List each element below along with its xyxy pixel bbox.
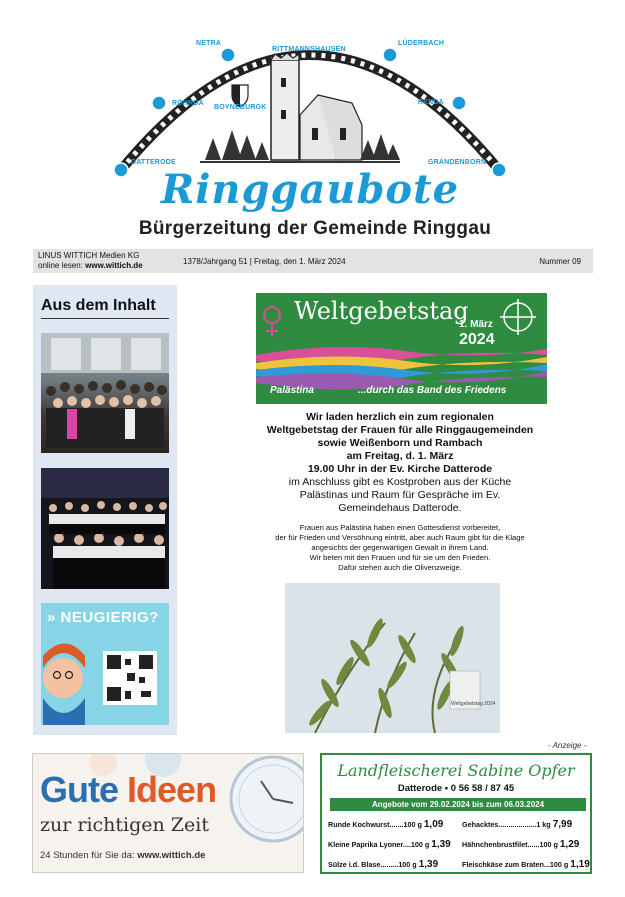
price-item: Runde Kochwurst.......100 g 1,09 — [328, 819, 444, 830]
item-name: Hähnchenbrustfilet — [462, 840, 528, 849]
advertisement-label: - Anzeige - — [548, 741, 587, 750]
price-item: Fleischkäse zum Braten...100 g 1,19 — [462, 859, 590, 870]
olive-cross-icon — [500, 299, 536, 335]
item-price: 1,39 — [431, 839, 451, 850]
publisher-block — [38, 251, 143, 271]
price-item: Gehacktes...................1 kg 7,99 — [462, 819, 573, 830]
invitation-line: Gemeindehaus Datterode. — [338, 502, 462, 514]
publisher-name: LINUS WITTICH Medien KG — [38, 251, 140, 260]
ad-headline — [40, 769, 216, 811]
price-item: Kleine Paprika Lyoner....100 g 1,39 — [328, 839, 451, 850]
article-body — [245, 523, 555, 573]
promo-headline: » NEUGIERIG? — [47, 609, 159, 626]
ad-contact-line — [40, 850, 205, 861]
item-unit: 1 kg — [536, 820, 551, 829]
contents-sidebar — [33, 285, 177, 735]
group-photo-image[interactable] — [41, 333, 169, 453]
olive-branch-illustration — [285, 583, 500, 733]
ad-contact-prefix: 24 Stunden für Sie da: — [40, 850, 138, 861]
item-name: Sülze i.d. Blase — [328, 860, 381, 869]
place-label: GRANDENBORN — [428, 159, 487, 166]
newspaper-subtitle: Bürgerzeitung der Gemeinde Ringgau — [138, 218, 492, 239]
place-label: BOYNEBURGK — [214, 104, 267, 111]
masthead — [0, 0, 625, 245]
online-url-link[interactable]: www.wittich.de — [85, 261, 143, 270]
invitation-line: am Freitag, d. 1. März — [346, 450, 454, 462]
newspaper-logo: Ringgaubote — [160, 166, 460, 213]
price-item: Sülze i.d. Blase.........100 g 1,39 — [328, 859, 439, 870]
invitation-line: im Anschluss gibt es Kostproben aus der Küche — [288, 476, 512, 488]
butcher-name: Landfleischerei Sabine Opfer — [337, 761, 575, 780]
item-name: Kleine Paprika Lyoner — [328, 840, 403, 849]
issue-info-bar — [33, 249, 593, 273]
invitation-text — [245, 411, 555, 515]
neugierig-promo-image[interactable] — [41, 603, 169, 725]
place-label: RÖHRDA — [172, 100, 204, 107]
invitation-line: Weltgebetstag der Frauen für alle Ringgaugemeinden — [266, 424, 534, 436]
olive-branch-image[interactable] — [285, 583, 500, 733]
place-label: RITTMANNSHAUSEN — [272, 46, 346, 53]
item-price: 7,99 — [552, 819, 573, 830]
online-label: online lesen: — [38, 261, 86, 270]
venus-cross-icon — [264, 307, 280, 337]
wittich-ad[interactable] — [32, 753, 304, 873]
orchestra-photo-image[interactable] — [41, 468, 169, 589]
item-unit: 100 g — [539, 840, 558, 849]
banner-title: Weltgebetstag — [294, 297, 469, 325]
item-price: 1,29 — [559, 839, 580, 850]
online-line — [38, 261, 143, 271]
body-line: der für Frieden und Versöhnung eintritt, aber auch Raum gibt für die Klage — [275, 533, 525, 542]
weltgebetstag-banner — [256, 293, 547, 404]
issue-details: 1378/Jahrgang 51 | Freitag, den 1. März 2024 — [183, 257, 346, 266]
item-name: Runde Kochwurst — [328, 820, 390, 829]
banner-country: Palästina — [270, 385, 314, 396]
banner-date: 1. März — [459, 319, 493, 330]
group-photo-illustration — [41, 333, 169, 453]
price-item: Hähnchenbrustfilet......100 g 1,29 — [462, 839, 580, 850]
orchestra-photo-illustration — [41, 468, 169, 589]
issue-number: Nummer 09 — [539, 257, 581, 266]
ad-headline-word: Ideen — [127, 769, 217, 810]
butcher-ad[interactable] — [320, 753, 592, 874]
item-unit: 100 g — [403, 820, 422, 829]
body-line: Frauen aus Palästina haben einen Gottesdienst vorbereitet, — [299, 523, 501, 532]
sidebar-heading: Aus dem Inhalt — [41, 297, 156, 314]
invitation-line: Palästinas und Raum für Gespräche im Ev. — [299, 489, 501, 501]
body-line: angesichts der gegenwärtigen Gewalt in ihrem Land. — [311, 543, 489, 552]
butcher-address: Datterode • 0 56 58 / 87 45 — [397, 783, 515, 794]
item-price: 1,19 — [570, 859, 590, 870]
place-label: DATTERODE — [131, 159, 176, 166]
sidebar-divider — [41, 318, 169, 319]
invitation-line: Wir laden herzlich ein zum regionalen — [306, 411, 494, 423]
invitation-line: 19.00 Uhr in der Ev. Kirche Datterode — [307, 463, 493, 475]
place-label: NETRA — [196, 40, 222, 47]
invitation-line: sowie Weißenborn und Rambach — [317, 437, 483, 449]
ad-headline-word: Gute — [40, 769, 119, 810]
body-line: Wir beten mit den Frauen und für sie um den Frieden. — [309, 553, 491, 562]
item-name: Gehacktes — [462, 820, 499, 829]
place-label: RENDA — [418, 99, 444, 106]
item-price: 1,39 — [418, 859, 439, 870]
item-unit: 100 g — [398, 860, 417, 869]
olive-caption: Weltgebetstag 2024 — [451, 701, 496, 707]
item-unit: 100 g — [549, 860, 569, 869]
item-price: 1,09 — [423, 819, 444, 830]
offer-period-badge: Angebote vom 29.02.2024 bis zum 06.03.2024 — [330, 798, 586, 811]
banner-motto: ...durch das Band des Friedens — [358, 385, 507, 396]
place-label: LÜDERBACH — [398, 40, 445, 47]
body-line: Dafür stehen auch die Olivenzweige. — [338, 563, 462, 572]
item-unit: 100 g — [410, 840, 430, 849]
banner-year: 2024 — [459, 331, 495, 348]
ad-url-link[interactable]: www.wittich.de — [137, 850, 206, 861]
ad-subline: zur richtigen Zeit — [40, 814, 209, 836]
item-name: Fleischkäse zum Braten — [462, 860, 544, 869]
